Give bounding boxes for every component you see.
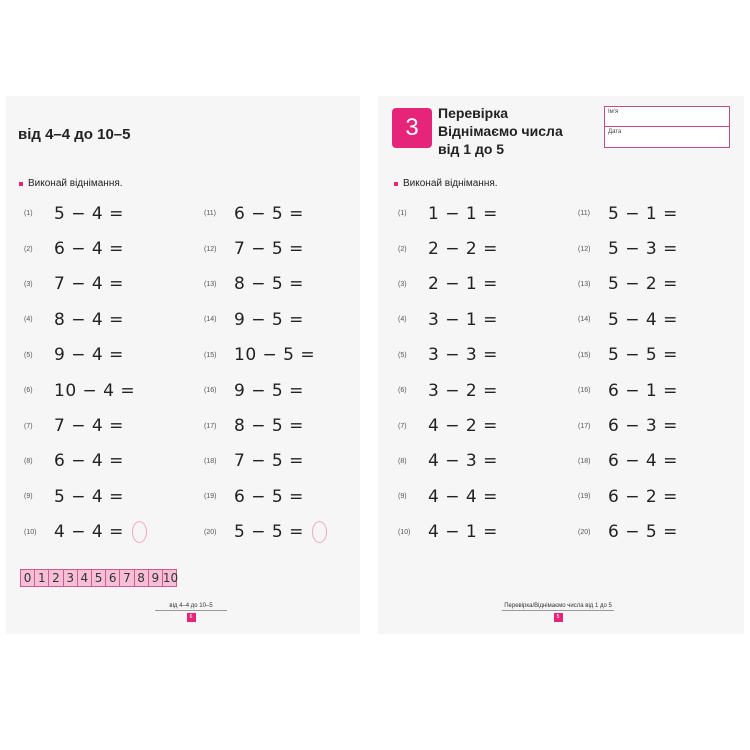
page-number: 5 (554, 613, 563, 622)
instruction-text: Виконай віднімання. (403, 178, 498, 189)
exercise-equation: 5 − 2 = (608, 274, 678, 295)
instruction (394, 178, 498, 189)
exercise-equation: 3 − 2 = (428, 380, 498, 401)
exercise-row (398, 444, 498, 479)
exercise-row (204, 444, 327, 479)
exercise-number: (1) (398, 210, 407, 218)
exercise-equation: 4 − 1 = (428, 522, 498, 543)
name-date-box (604, 106, 730, 148)
exercise-number: (12) (204, 245, 217, 253)
exercise-number: (3) (24, 280, 33, 288)
exercise-equation: 10 − 4 = (54, 380, 136, 401)
page-number: 6 (187, 613, 196, 622)
exercise-row (24, 196, 147, 231)
exercise-equation: 5 − 4 = (54, 486, 124, 507)
exercise-row (204, 373, 327, 408)
exercise-number: (4) (398, 316, 407, 324)
exercise-row (24, 267, 147, 302)
exercise-row (204, 302, 327, 337)
answer-oval[interactable] (312, 521, 327, 543)
exercise-equation: 6 − 2 = (608, 486, 678, 507)
exercise-number: (2) (398, 245, 407, 253)
exercise-equation: 5 − 3 = (608, 239, 678, 260)
instruction (19, 178, 123, 189)
exercise-equation: 7 − 5 = (234, 451, 304, 472)
exercise-number: (17) (578, 422, 591, 430)
exercise-number: (9) (24, 493, 33, 501)
exercise-equation: 7 − 5 = (234, 239, 304, 260)
exercise-number: (7) (398, 422, 407, 430)
number-line-cell: 8 (135, 570, 149, 586)
exercise-row (24, 444, 147, 479)
exercise-row (578, 515, 678, 550)
instruction-text: Виконай віднімання. (28, 178, 123, 189)
exercise-row (398, 338, 498, 373)
exercise-number: (6) (398, 387, 407, 395)
exercise-equation: 4 − 3 = (428, 451, 498, 472)
exercise-equation: 6 − 4 = (54, 451, 124, 472)
exercise-row (24, 231, 147, 266)
exercise-equation: 6 − 1 = (608, 380, 678, 401)
title-line-1: Перевірка (438, 105, 509, 121)
exercise-row (204, 196, 327, 231)
lesson-number-badge: 3 (392, 108, 432, 148)
exercise-number: (12) (578, 245, 591, 253)
exercise-row (578, 479, 678, 514)
exercise-equation: 7 − 4 = (54, 416, 124, 437)
exercise-row (24, 302, 147, 337)
exercise-number: (19) (578, 493, 591, 501)
date-label: Дата (608, 129, 622, 135)
number-line-cell: 5 (92, 570, 106, 586)
exercise-number: (20) (204, 528, 217, 536)
exercise-equation: 6 − 5 = (234, 203, 304, 224)
exercise-equation: 6 − 4 = (54, 239, 124, 260)
exercise-equation: 8 − 5 = (234, 274, 304, 295)
exercise-equation: 4 − 4 = (54, 522, 124, 543)
exercise-number: (10) (24, 528, 37, 536)
exercise-equation: 8 − 4 = (54, 309, 124, 330)
number-line-cell: 0 (21, 570, 35, 586)
exercise-number: (17) (204, 422, 217, 430)
exercise-equation: 5 − 5 = (608, 345, 678, 366)
date-field[interactable] (605, 127, 729, 147)
number-line-cell: 6 (106, 570, 120, 586)
exercise-row (398, 408, 498, 443)
exercise-equation: 6 − 3 = (608, 416, 678, 437)
exercise-number: (6) (24, 387, 33, 395)
exercise-column-1 (398, 196, 498, 550)
title-line-3: від 1 до 5 (438, 141, 505, 157)
exercise-number: (16) (578, 387, 591, 395)
exercise-equation: 5 − 4 = (54, 203, 124, 224)
exercise-equation: 2 − 2 = (428, 239, 498, 260)
exercise-row (398, 267, 498, 302)
number-line-cell: 4 (78, 570, 92, 586)
page-title (438, 104, 563, 158)
exercise-equation: 5 − 1 = (608, 203, 678, 224)
exercise-row (24, 479, 147, 514)
exercise-number: (18) (204, 457, 217, 465)
exercise-number: (7) (24, 422, 33, 430)
left-page (6, 96, 360, 634)
exercise-row (578, 231, 678, 266)
exercise-number: (14) (204, 316, 217, 324)
exercise-row (398, 231, 498, 266)
number-line-cell: 10 (162, 571, 179, 585)
exercise-equation: 9 − 5 = (234, 309, 304, 330)
name-field[interactable] (605, 107, 729, 127)
exercise-number: (14) (578, 316, 591, 324)
exercise-number: (1) (24, 210, 33, 218)
exercise-equation: 7 − 4 = (54, 274, 124, 295)
exercise-row (24, 373, 147, 408)
page-footer (488, 603, 628, 622)
exercise-equation: 4 − 2 = (428, 416, 498, 437)
exercise-row (204, 267, 327, 302)
exercise-number: (13) (578, 280, 591, 288)
exercise-number: (5) (398, 351, 407, 359)
exercise-number: (11) (578, 210, 590, 218)
bullet-square-icon (19, 182, 23, 186)
exercise-row (398, 196, 498, 231)
exercise-number: (16) (204, 387, 217, 395)
number-line-cell: 2 (49, 570, 63, 586)
page-footer (146, 603, 236, 622)
exercise-row (24, 338, 147, 373)
exercise-row (578, 373, 678, 408)
exercise-equation: 9 − 4 = (54, 345, 124, 366)
exercise-row (578, 444, 678, 479)
exercise-equation: 10 − 5 = (234, 345, 316, 366)
exercise-equation: 6 − 4 = (608, 451, 678, 472)
exercise-number: (8) (24, 457, 33, 465)
page-title: від 4–4 до 10–5 (18, 126, 131, 143)
exercise-number: (5) (24, 351, 33, 359)
exercise-row (398, 479, 498, 514)
exercise-column-2 (204, 196, 327, 550)
exercise-row (578, 267, 678, 302)
exercise-equation: 8 − 5 = (234, 416, 304, 437)
exercise-number: (18) (578, 457, 591, 465)
exercise-number: (4) (24, 316, 33, 324)
exercise-column-2 (578, 196, 678, 550)
footer-text: Перевірка/Віднімаємо числа від 1 до 5 (504, 603, 612, 609)
exercise-number: (13) (204, 280, 217, 288)
exercise-number: (8) (398, 457, 407, 465)
exercise-number: (2) (24, 245, 33, 253)
exercise-column-1 (24, 196, 147, 550)
bullet-square-icon (394, 182, 398, 186)
exercise-equation: 6 − 5 = (608, 522, 678, 543)
footer-divider (155, 610, 227, 611)
exercise-number: (10) (398, 528, 411, 536)
name-label: Ім'я (608, 109, 619, 115)
exercise-number: (19) (204, 493, 217, 501)
exercise-number: (15) (204, 351, 217, 359)
exercise-row (578, 338, 678, 373)
number-line-cell: 3 (64, 570, 78, 586)
exercise-equation: 5 − 4 = (608, 309, 678, 330)
number-line (20, 569, 177, 587)
exercise-equation: 5 − 5 = (234, 522, 304, 543)
exercise-row (578, 302, 678, 337)
exercise-row (204, 231, 327, 266)
exercise-row (24, 408, 147, 443)
exercise-equation: 1 − 1 = (428, 203, 498, 224)
exercise-equation: 9 − 5 = (234, 380, 304, 401)
footer-divider (502, 610, 614, 611)
footer-text: від 4–4 до 10–5 (169, 603, 213, 609)
exercise-number: (9) (398, 493, 407, 501)
right-page (378, 96, 744, 634)
exercise-row (24, 515, 147, 550)
exercise-number: (20) (578, 528, 591, 536)
exercise-equation: 3 − 1 = (428, 309, 498, 330)
number-line-cell: 9 (149, 570, 163, 586)
exercise-number: (15) (578, 351, 591, 359)
exercise-row (578, 408, 678, 443)
exercise-row (204, 338, 327, 373)
exercise-row (204, 515, 327, 550)
exercise-equation: 6 − 5 = (234, 486, 304, 507)
exercise-equation: 2 − 1 = (428, 274, 498, 295)
title-line-2: Віднімаємо числа (438, 123, 563, 139)
exercise-row (398, 373, 498, 408)
answer-oval[interactable] (132, 521, 147, 543)
number-line-cell: 1 (35, 570, 49, 586)
exercise-number: (3) (398, 280, 407, 288)
exercise-row (398, 302, 498, 337)
exercise-row (578, 196, 678, 231)
exercise-number: (11) (204, 210, 216, 218)
exercise-row (204, 479, 327, 514)
exercise-equation: 4 − 4 = (428, 486, 498, 507)
exercise-equation: 3 − 3 = (428, 345, 498, 366)
number-line-cell: 7 (120, 570, 134, 586)
exercise-row (398, 515, 498, 550)
exercise-row (204, 408, 327, 443)
